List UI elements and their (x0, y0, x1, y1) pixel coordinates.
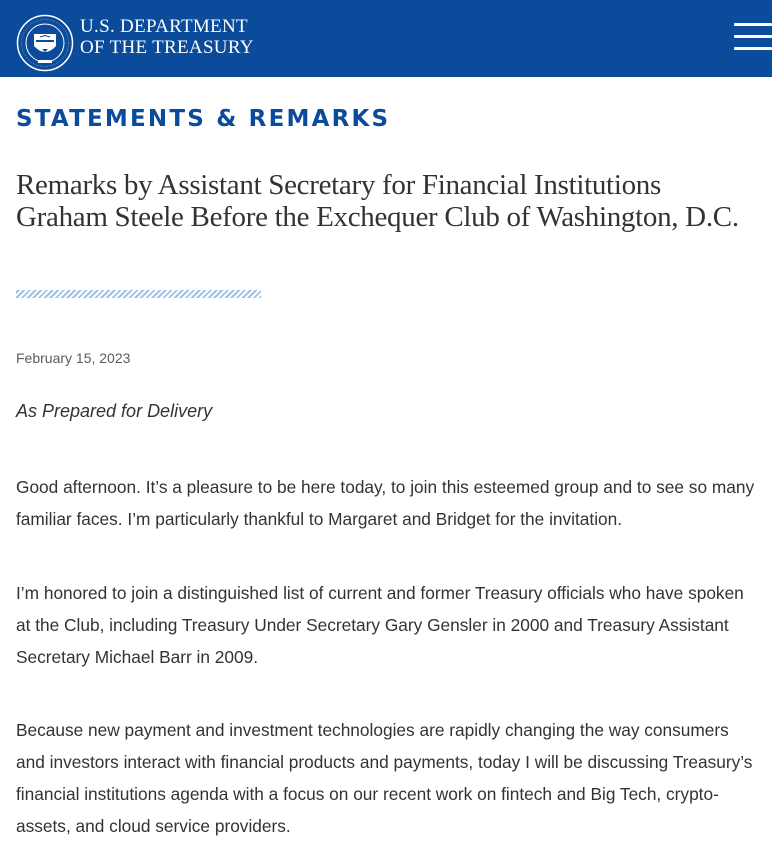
treasury-wordmark[interactable] (80, 16, 254, 58)
site-header (0, 0, 772, 77)
menu-bar (734, 47, 772, 50)
body-paragraph: I’m honored to join a distinguished list of current and former Treasury officials who have spoken at the Club, including Treasury Under Secretary Gary Gensler in 2000 and Treasury Assistant Secretary Michael Barr in 2009. (16, 583, 744, 667)
publish-date: February 15, 2023 (16, 350, 131, 366)
body-paragraph: Good afternoon. It’s a pleasure to be here today, to join this esteemed group and to see so many familiar faces. I’m particularly thankful to Margaret and Bridget for the invitation. (16, 477, 755, 529)
brand-line-1: U.S. DEPARTMENT (80, 16, 248, 37)
treasury-seal-icon[interactable] (16, 14, 74, 72)
brand-line-2: OF THE TREASURY (80, 37, 254, 58)
menu-bar (734, 35, 772, 38)
page-title: Remarks by Assistant Secretary for Financial Institutions Graham Steele Before the Exchequer Club of Washington, D.C. (16, 169, 739, 233)
title-divider (16, 290, 261, 298)
menu-bar (734, 23, 772, 26)
delivery-note: As Prepared for Delivery (16, 401, 213, 421)
body-paragraph: Because new payment and investment technologies are rapidly changing the way consumers and investors interact with financial products and payments, today I will be discussing Treasury’s financial institutions agenda with a focus on our recent work on fintech and Big Tech, crypto-assets, and cloud service providers. (16, 720, 753, 836)
hamburger-menu-icon[interactable] (734, 23, 772, 53)
section-label[interactable]: STATEMENTS & REMARKS (16, 106, 391, 132)
